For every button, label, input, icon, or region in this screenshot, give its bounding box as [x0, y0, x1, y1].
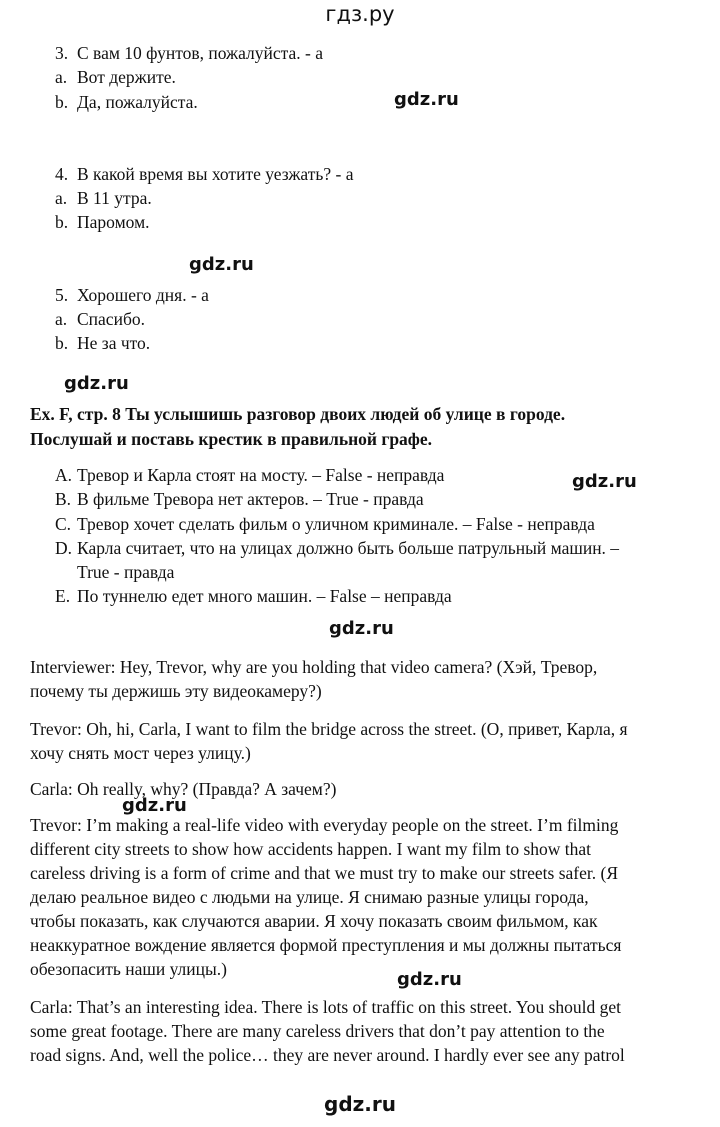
dialogue-number: 5.: [55, 285, 69, 305]
transcript-line: делаю реальное видео с людьми на улице. Я снимаю разные улицы города,: [30, 887, 589, 907]
option-text: В 11 утра.: [77, 188, 152, 208]
item-letter: C.: [55, 514, 72, 534]
option-letter: b.: [55, 212, 69, 232]
exercise-item: [55, 537, 619, 559]
exercise-item-continuation: [55, 561, 174, 583]
item-text: В фильме Тревора нет актеров. – True - правда: [77, 489, 424, 509]
item-text: Карла считает, что на улицах должно быть больше патрульный машин. –: [77, 538, 620, 558]
item-letter: E.: [55, 586, 71, 606]
transcript-line: почему ты держишь эту видеокамеру?): [30, 681, 322, 701]
option-letter: a.: [55, 309, 68, 329]
exercise-item: [55, 488, 424, 510]
transcript-line: careless driving is a form of crime and that we must try to make our streets safer. (Я: [30, 863, 619, 883]
transcript-line: Interviewer: Hey, Trevor, why are you holding that video camera? (Хэй, Тревор,: [30, 657, 598, 677]
dialogue-question: [55, 42, 323, 64]
dialogue-question: [55, 284, 209, 306]
option-letter: a.: [55, 67, 68, 87]
item-letter: B.: [55, 489, 72, 509]
dialogue-question: [55, 163, 353, 185]
transcript-line: Trevor: I’m making a real-life video with everyday people on the street. I’m filming: [30, 815, 619, 835]
exercise-item: [55, 585, 452, 607]
option-text: Да, пожалуйста.: [77, 92, 198, 112]
item-text: True - правда: [77, 562, 175, 582]
transcript-line: Carla: Oh really, why? (Правда? А зачем?): [30, 779, 337, 799]
watermark: gdz.ru: [397, 969, 462, 990]
answer-option: [55, 91, 198, 113]
transcript-line: хочу снять мост через улицу.): [30, 743, 251, 763]
watermark: gdz.ru: [572, 471, 637, 492]
transcript-line: Trevor: Oh, hi, Carla, I want to film the bridge across the street. (О, привет, Карла, я: [30, 719, 628, 739]
exercise-heading: Ex. F, стр. 8 Ты услышишь разговор двоих людей об улице в городе.: [30, 404, 566, 424]
transcript-line: road signs. And, well the police… they are never around. I hardly ever see any patrol: [30, 1045, 625, 1065]
answer-option: [55, 308, 145, 330]
item-letter: A.: [55, 465, 73, 485]
dialogue-number: 4.: [55, 164, 69, 184]
item-text: По туннелю едет много машин. – False – неправда: [77, 586, 452, 606]
item-text: Тревор и Карла стоят на мосту. – False - неправда: [77, 465, 445, 485]
answer-option: [55, 332, 150, 354]
answer-option: [55, 187, 152, 209]
transcript-line: чтобы показать, как случаются аварии. Я хочу показать своим фильмом, как: [30, 911, 598, 931]
option-text: Паромом.: [77, 212, 150, 232]
exercise-heading: Послушай и поставь крестик в правильной графе.: [30, 429, 433, 449]
option-text: Вот держите.: [77, 67, 176, 87]
site-title: гдз.ру: [325, 2, 395, 26]
watermark: gdz.ru: [394, 89, 459, 110]
item-letter: D.: [55, 538, 73, 558]
dialogue-number: 3.: [55, 43, 69, 63]
answer-option: [55, 211, 150, 233]
transcript-line: неаккуратное вождение является формой преступления и мы должны пытаться: [30, 935, 622, 955]
option-letter: a.: [55, 188, 68, 208]
dialogue-text: С вам 10 фунтов, пожалуйста. - a: [77, 43, 324, 63]
transcript-line: Carla: That’s an interesting idea. There is lots of traffic on this street. You should get: [30, 997, 622, 1017]
watermark: gdz.ru: [324, 1092, 396, 1116]
watermark: gdz.ru: [64, 373, 129, 394]
exercise-item: [55, 513, 595, 535]
dialogue-text: Хорошего дня. - a: [77, 285, 209, 305]
option-letter: b.: [55, 333, 69, 353]
option-text: Спасибо.: [77, 309, 145, 329]
item-text: Тревор хочет сделать фильм о уличном криминале. – False - неправда: [77, 514, 595, 534]
dialogue-text: В какой время вы хотите уезжать? - a: [77, 164, 354, 184]
answer-option: [55, 66, 176, 88]
option-text: Не за что.: [77, 333, 151, 353]
transcript-line: обезопасить наши улицы.): [30, 959, 227, 979]
transcript-line: different city streets to show how accidents happen. I want my film to show that: [30, 839, 592, 859]
watermark: gdz.ru: [122, 795, 187, 816]
transcript-line: some great footage. There are many careless drivers that don’t pay attention to the: [30, 1021, 605, 1041]
exercise-item: [55, 464, 444, 486]
watermark: gdz.ru: [329, 618, 394, 639]
option-letter: b.: [55, 92, 69, 112]
watermark: gdz.ru: [189, 254, 254, 275]
